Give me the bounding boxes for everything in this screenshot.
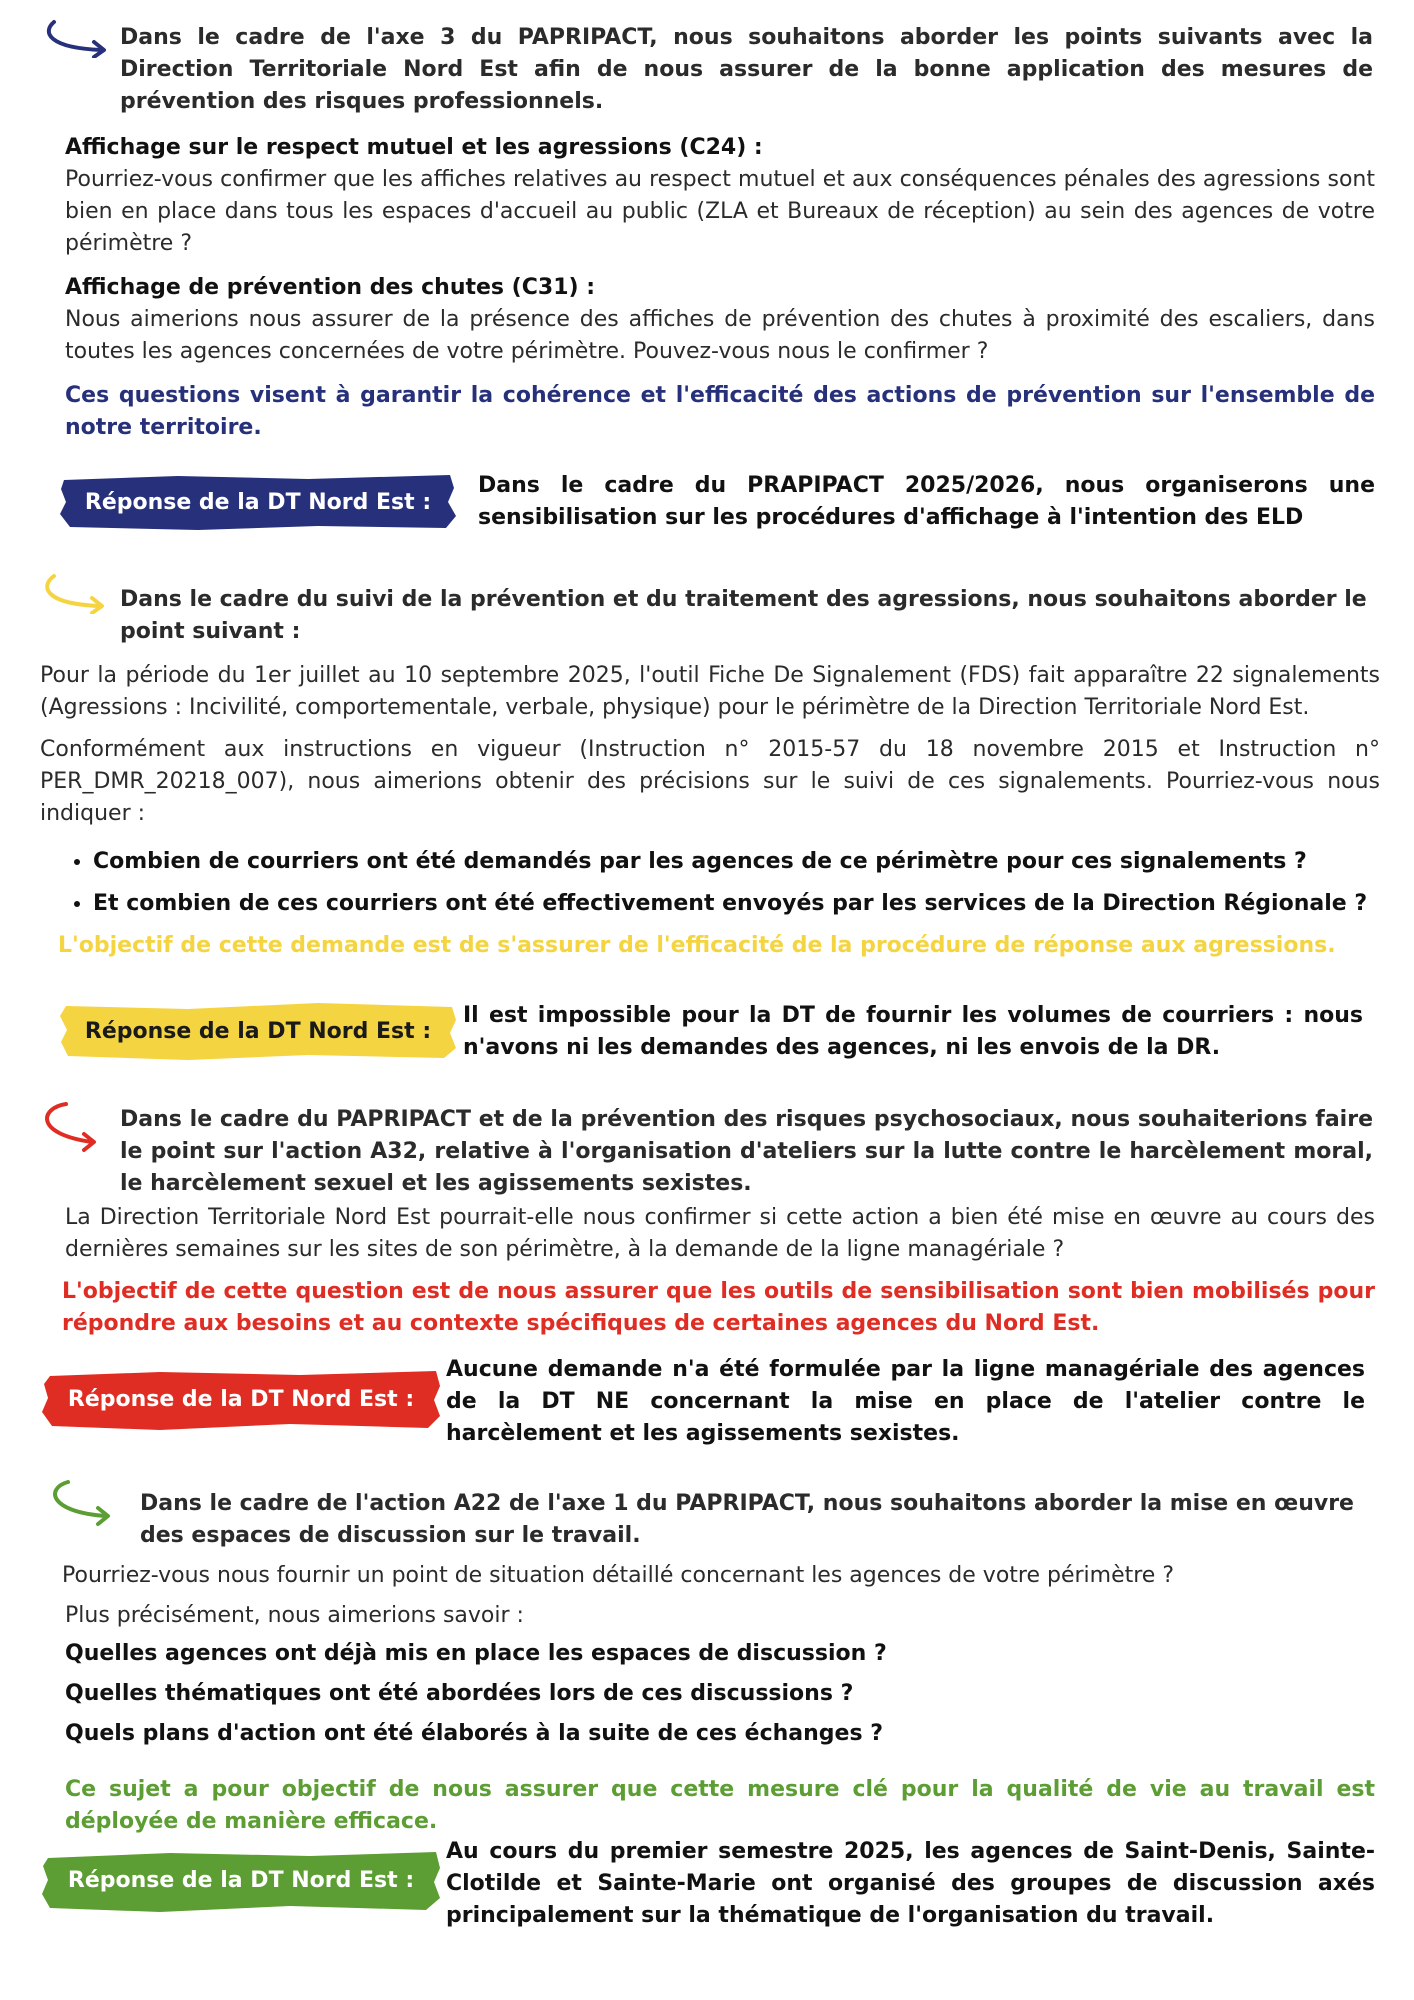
curved-arrow-icon	[40, 18, 112, 58]
list-item: • Et combien de ces courriers ont été effectivement envoyés par les services de la Direction Régionale ?	[93, 888, 1393, 920]
response-badge	[58, 472, 458, 532]
section-1-goal: Ces questions visent à garantir la cohérence et l'efficacité des actions de prévention sur l'ensemble de notre territoire.	[65, 383, 1375, 440]
section-2-goal: L'objectif de cette demande est de s'assurer de l'efficacité de la procédure de réponse aux agressions.	[58, 933, 1336, 958]
curved-arrow-icon	[44, 1478, 116, 1526]
response-badge	[40, 1366, 442, 1432]
section-3-answer: Aucune demande n'a été formulée par la ligne managériale des agences de la DT NE concernant la mise en place de l'atelier contre le harcèlement et les agissements sexistes.	[446, 1357, 1365, 1446]
section-2-para-2: Conformément aux instructions en vigueur (Instruction n° 2015-57 du 18 novembre 2015 et Instruction n° PER_DMR_20218_007), nous aimerions obtenir des précisions sur le suivi de ces signalements. Pourriez-vous nous indiquer :	[40, 737, 1380, 826]
section-4-para-2: Plus précisément, nous aimerions savoir :	[65, 1603, 524, 1628]
section-2-lead: Dans le cadre du suivi de la prévention et du traitement des agressions, nous souhaitons aborder le point suivant :	[120, 587, 1367, 644]
section-4-answer: Au cours du premier semestre 2025, les agences de Saint-Denis, Sainte-Clotilde et Sainte-Marie ont organisé des groupes de discussion axés principalement sur la thématique de l'organisation du travail.	[446, 1839, 1375, 1928]
response-badge	[40, 1846, 442, 1914]
response-badge-label: Réponse de la DT Nord Est :	[84, 489, 432, 515]
section-4-lead: Dans le cadre de l'action A22 de l'axe 1 du PAPRIPACT, nous souhaitons aborder la mise en œuvre des espaces de discussion sur le travail.	[140, 1491, 1354, 1548]
item-2-title: Affichage de prévention des chutes (C31) :	[65, 275, 596, 300]
response-badge-label: Réponse de la DT Nord Est :	[67, 1386, 415, 1412]
section-4-goal: Ce sujet a pour objectif de nous assurer que cette mesure clé pour la qualité de vie au travail est déployée de manière efficace.	[65, 1777, 1375, 1834]
list-item: • Combien de courriers ont été demandés par les agences de ce périmètre pour ces signalements ?	[93, 846, 1393, 878]
section-3-goal: L'objectif de cette question est de nous assurer que les outils de sensibilisation sont bien mobilisés pour répondre aux besoins et au contexte spécifiques de certaines agences du Nord Est.	[62, 1279, 1375, 1336]
section-1-lead: Dans le cadre de l'axe 3 du PAPRIPACT, nous souhaitons aborder les points suivants avec la Direction Territoriale Nord Est afin de nous assurer de la bonne application des mesures de prévention des risques professionnels.	[120, 25, 1373, 114]
item-2-text: Nous aimerions nous assurer de la présence des affiches de prévention des chutes à proximité des escaliers, dans toutes les agences concernées de votre périmètre. Pouvez-vous nous le confirmer ?	[65, 307, 1375, 364]
curved-arrow-icon	[38, 572, 110, 614]
item-1-text: Pourriez-vous confirmer que les affiches relatives au respect mutuel et aux conséquences pénales des agressions sont bien en place dans tous les espaces d'accueil au public (ZLA et Bureaux de réception) au sein des agences de votre périmètre ?	[65, 167, 1375, 256]
section-3-para: La Direction Territoriale Nord Est pourrait-elle nous confirmer si cette action a bien été mise en œuvre au cours des dernières semaines sur les sites de son périmètre, à la demande de la ligne managériale ?	[65, 1205, 1375, 1262]
response-badge	[58, 1000, 458, 1062]
curved-arrow-icon	[32, 1100, 104, 1152]
item-1-title: Affichage sur le respect mutuel et les agressions (C24) :	[65, 135, 763, 160]
section-4-question-2: Quelles thématiques ont été abordées lors de ces discussions ?	[65, 1681, 854, 1706]
section-3-lead: Dans le cadre du PAPRIPACT et de la prévention des risques psychosociaux, nous souhaiterions faire le point sur l'action A32, relative à l'organisation d'ateliers sur la lutte contre le harcèlement moral, le harcèlement sexuel et les agissements sexistes.	[120, 1107, 1373, 1196]
section-4-question-1: Quelles agences ont déjà mis en place les espaces de discussion ?	[65, 1641, 887, 1666]
section-2-answer: Il est impossible pour la DT de fournir les volumes de courriers : nous n'avons ni les demandes des agences, ni les envois de la DR.	[463, 1003, 1363, 1060]
section-4-question-3: Quels plans d'action ont été élaborés à la suite de ces échanges ?	[65, 1721, 883, 1746]
section-2-para-1: Pour la période du 1er juillet au 10 septembre 2025, l'outil Fiche De Signalement (FDS) fait apparaître 22 signalements (Agressions : Incivilité, comportementale, verbale, physique) pour le périmètre de la Direction Territoriale Nord Est.	[40, 663, 1380, 720]
section-1-answer: Dans le cadre du PRAPIPACT 2025/2026, nous organiserons une sensibilisation sur les procédures d'affichage à l'intention des ELD	[478, 473, 1375, 530]
section-4-para-1: Pourriez-vous nous fournir un point de situation détaillé concernant les agences de votre périmètre ?	[62, 1563, 1175, 1588]
response-badge-label: Réponse de la DT Nord Est :	[67, 1867, 415, 1893]
response-badge-label: Réponse de la DT Nord Est :	[84, 1018, 432, 1044]
section-2-bullet-list	[65, 846, 1393, 930]
